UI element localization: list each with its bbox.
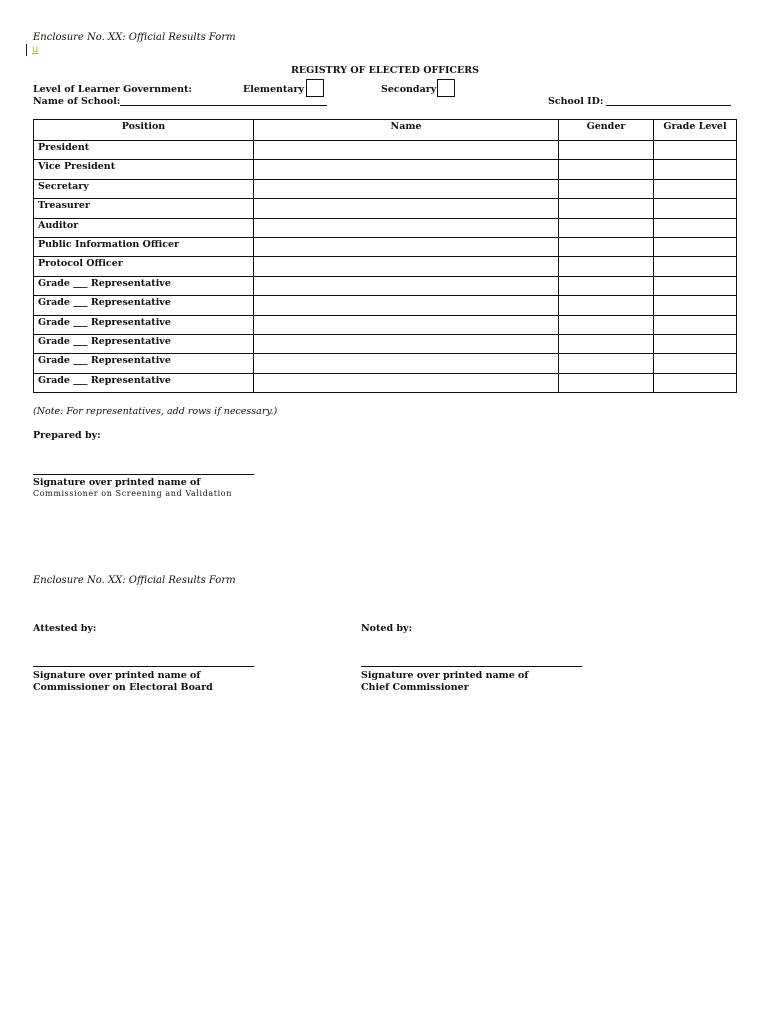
registry-table: [33, 119, 737, 393]
underline-marker-icon: u: [32, 44, 39, 55]
table-row: [34, 237, 737, 256]
noted-role: Chief Commissioner: [361, 682, 469, 693]
position-cell: Secretary: [34, 179, 254, 198]
attested-signature-line[interactable]: [33, 666, 254, 667]
table-row: [34, 354, 737, 373]
position-cell: Grade ___ Representative: [34, 315, 254, 334]
name-cell[interactable]: [254, 276, 559, 295]
grade-level-cell[interactable]: [654, 373, 737, 392]
position-cell: Protocol Officer: [34, 257, 254, 276]
gender-cell[interactable]: [559, 276, 654, 295]
table-row: [34, 276, 737, 295]
table-row: [34, 218, 737, 237]
grade-level-cell[interactable]: [654, 354, 737, 373]
prepared-signature-label: Signature over printed name of: [33, 477, 201, 488]
gender-cell[interactable]: [559, 179, 654, 198]
table-row: [34, 179, 737, 198]
gender-cell[interactable]: [559, 160, 654, 179]
enclosure-header: Enclosure No. XX: Official Results Form: [33, 32, 236, 43]
name-cell[interactable]: [254, 141, 559, 160]
position-cell: President: [34, 141, 254, 160]
name-cell[interactable]: [254, 334, 559, 353]
school-id-label: School ID:: [548, 96, 604, 107]
school-name-field[interactable]: [120, 105, 327, 106]
attested-label: Attested by:: [33, 623, 97, 634]
secondary-label: Secondary: [381, 84, 437, 95]
header-gender: Gender: [559, 120, 654, 141]
attested-role: Commissioner on Electoral Board: [33, 682, 213, 693]
grade-level-cell[interactable]: [654, 237, 737, 256]
grade-level-cell[interactable]: [654, 199, 737, 218]
prepared-role: Commissioner on Screening and Validation: [33, 489, 232, 498]
noted-signature-line[interactable]: [361, 666, 582, 667]
table-row: [34, 315, 737, 334]
grade-level-cell[interactable]: [654, 257, 737, 276]
table-note: (Note: For representatives, add rows if necessary.): [33, 406, 278, 417]
attested-signature-label: Signature over printed name of: [33, 670, 201, 681]
header-name: Name: [254, 120, 559, 141]
table-row: [34, 199, 737, 218]
gender-cell[interactable]: [559, 218, 654, 237]
gender-cell[interactable]: [559, 315, 654, 334]
table-row: [34, 296, 737, 315]
name-cell[interactable]: [254, 257, 559, 276]
position-cell: Public Information Officer: [34, 237, 254, 256]
gender-cell[interactable]: [559, 257, 654, 276]
name-cell[interactable]: [254, 218, 559, 237]
position-cell: Vice President: [34, 160, 254, 179]
name-cell[interactable]: [254, 373, 559, 392]
name-cell[interactable]: [254, 199, 559, 218]
name-cell[interactable]: [254, 296, 559, 315]
position-cell: Grade ___ Representative: [34, 373, 254, 392]
noted-label: Noted by:: [361, 623, 413, 634]
document-title: REGISTRY OF ELECTED OFFICERS: [291, 65, 479, 76]
header-grade-level: Grade Level: [654, 120, 737, 141]
table-header-row: [34, 120, 737, 141]
elementary-checkbox[interactable]: [306, 79, 324, 97]
header-position: Position: [34, 120, 254, 141]
grade-level-cell[interactable]: [654, 218, 737, 237]
gender-cell[interactable]: [559, 334, 654, 353]
gender-cell[interactable]: [559, 373, 654, 392]
level-label: Level of Learner Government:: [33, 84, 192, 95]
table-row: [34, 141, 737, 160]
table-row: [34, 257, 737, 276]
grade-level-cell[interactable]: [654, 296, 737, 315]
position-cell: Grade ___ Representative: [34, 334, 254, 353]
grade-level-cell[interactable]: [654, 160, 737, 179]
grade-level-cell[interactable]: [654, 315, 737, 334]
position-cell: Auditor: [34, 218, 254, 237]
name-cell[interactable]: [254, 237, 559, 256]
name-cell[interactable]: [254, 179, 559, 198]
school-name-label: Name of School:: [33, 96, 121, 107]
position-cell: Grade ___ Representative: [34, 276, 254, 295]
gender-cell[interactable]: [559, 199, 654, 218]
position-cell: Grade ___ Representative: [34, 296, 254, 315]
grade-level-cell[interactable]: [654, 179, 737, 198]
name-cell[interactable]: [254, 354, 559, 373]
position-cell: Grade ___ Representative: [34, 354, 254, 373]
grade-level-cell[interactable]: [654, 334, 737, 353]
grade-level-cell[interactable]: [654, 141, 737, 160]
table-row: [34, 334, 737, 353]
gender-cell[interactable]: [559, 141, 654, 160]
position-cell: Treasurer: [34, 199, 254, 218]
table-row: [34, 373, 737, 392]
enclosure-footer: Enclosure No. XX: Official Results Form: [33, 575, 236, 586]
noted-signature-label: Signature over printed name of: [361, 670, 529, 681]
name-cell[interactable]: [254, 160, 559, 179]
table-row: [34, 160, 737, 179]
gender-cell[interactable]: [559, 237, 654, 256]
text-cursor: [26, 44, 27, 56]
prepared-label: Prepared by:: [33, 430, 101, 441]
elementary-label: Elementary: [243, 84, 304, 95]
school-id-field[interactable]: [606, 105, 731, 106]
grade-level-cell[interactable]: [654, 276, 737, 295]
gender-cell[interactable]: [559, 354, 654, 373]
prepared-signature-line[interactable]: [33, 474, 254, 475]
secondary-checkbox[interactable]: [437, 79, 455, 97]
name-cell[interactable]: [254, 315, 559, 334]
gender-cell[interactable]: [559, 296, 654, 315]
